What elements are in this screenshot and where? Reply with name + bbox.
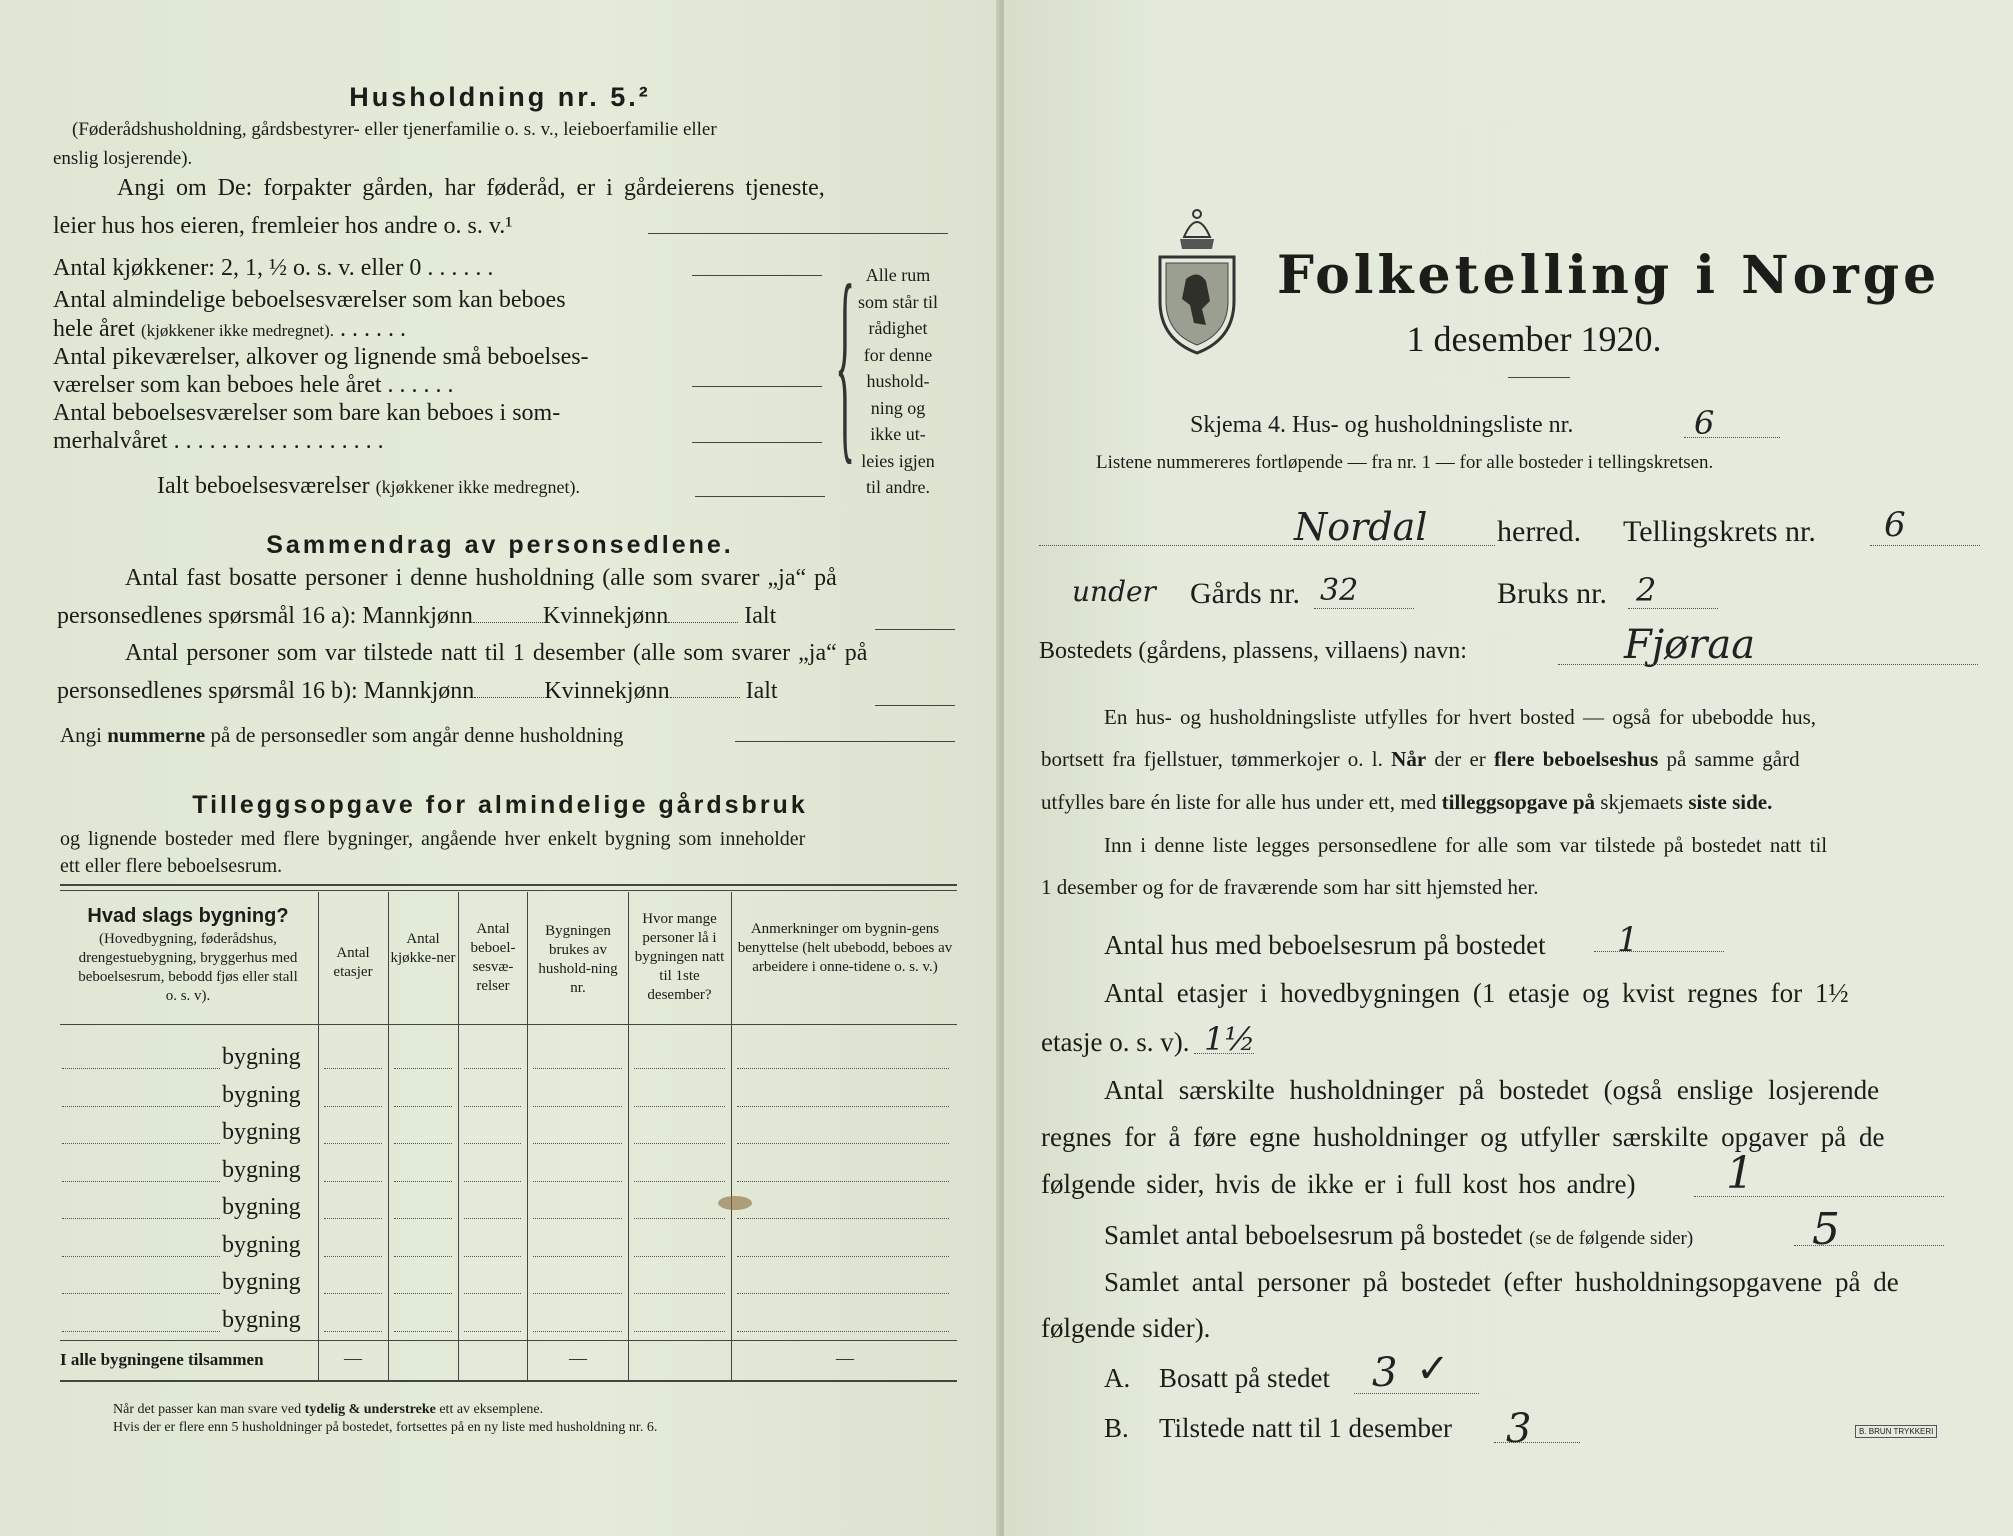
households-line (1694, 1196, 1944, 1197)
bruks-label: Bruks nr. (1497, 577, 1608, 610)
row-cell-line (737, 1181, 949, 1182)
houses-value: 1 (1617, 920, 1639, 960)
row-cell-line (324, 1143, 382, 1144)
supplement-title: Tilleggsopgave for almindelige gårdsbruk (192, 791, 808, 819)
row-building-label: bygning (222, 1156, 301, 1183)
table-row (0, 1040, 1000, 1077)
summary-numbers-line (735, 741, 955, 742)
row-cell-line (634, 1181, 725, 1182)
row-building-label: bygning (222, 1231, 301, 1258)
side-note (848, 262, 948, 501)
household-intro-1: (Føderådshusholdning, gårdsbestyrer- eller tjenerfamilie o. s. v., leieboerfamilie eller (72, 119, 717, 140)
table-top-rule (60, 884, 957, 886)
bruks-value: 2 (1636, 571, 1657, 609)
small-rooms-question-b: værelser som kan beboes hele året . . . . . . (53, 372, 454, 398)
floors-label-b: etasje o. s. v). (1041, 1027, 1190, 1057)
row-cell-line (324, 1218, 382, 1219)
table-header-floors: Antal etasjer (333, 945, 373, 980)
table-header-rule (60, 1024, 957, 1025)
row-building-label: bygning (222, 1306, 301, 1333)
row-name-line (62, 1106, 220, 1107)
row-name-line (62, 1218, 220, 1219)
bosted-value: Fjøraa (1624, 622, 1756, 668)
row-cell-line (737, 1293, 949, 1294)
row-cell-line (634, 1331, 725, 1332)
gards-line (1314, 608, 1414, 609)
small-rooms-question-a: Antal pikeværelser, alkover og lignende små beboelses- (53, 344, 589, 370)
row-cell-line (464, 1293, 521, 1294)
table-row (0, 1190, 1000, 1227)
household-title: Husholdning nr. 5.² (349, 82, 651, 112)
side-note-line: ikke ut- (870, 424, 926, 444)
row-name-line (62, 1181, 220, 1182)
krets-line (1870, 545, 1980, 546)
side-note-line: ning og (870, 397, 926, 418)
row-cell-line (533, 1218, 622, 1219)
kitchens-question: Antal kjøkkener: 2, 1, ½ o. s. v. eller 0 . . . . . . (53, 255, 494, 281)
row-cell-line (394, 1293, 452, 1294)
table-row (0, 1153, 1000, 1190)
schema-number-value: 6 (1694, 404, 1715, 442)
row-cell-line (737, 1331, 949, 1332)
row-cell-line (737, 1218, 949, 1219)
row-name-line (62, 1293, 220, 1294)
total-persons-b: følgende sider). (1041, 1313, 1211, 1343)
total-rooms-line (1794, 1245, 1944, 1246)
row-cell-line (394, 1143, 452, 1144)
occupancy-question-1: Angi om De: forpakter gården, har føderåd, er i gårdeierens tjeneste, (117, 175, 825, 201)
bosted-label: Bostedets (gårdens, plassens, villaens) navn: (1039, 638, 1467, 664)
row-cell-line (533, 1068, 622, 1069)
summary-numbers-question: Angi nummerne på de personsedler som angår denne husholdning (60, 723, 624, 747)
row-building-label: bygning (222, 1119, 301, 1145)
row-name-line (62, 1068, 220, 1069)
row-building-label: bygning (222, 1081, 301, 1108)
row-cell-line (324, 1256, 382, 1257)
row-cell-line (737, 1106, 949, 1107)
norway-coat-of-arms-icon (1154, 205, 1240, 357)
occupancy-question-2: leier hus hos eieren, fremleier hos andre o. s. v.¹ (53, 213, 513, 239)
present-label: Tilstede natt til 1 desember (1159, 1413, 1452, 1443)
summary-resident-a: Antal fast bosatte personer i denne husholdning (alle som svarer „ja“ på (125, 565, 837, 591)
row-cell-line (464, 1331, 521, 1332)
left-page (0, 0, 1000, 1536)
total-floors-dash: — (344, 1348, 362, 1368)
total-remarks-dash: — (836, 1348, 854, 1368)
side-note-line: som står til (858, 291, 938, 312)
row-cell-line (324, 1106, 382, 1107)
row-cell-line (533, 1293, 622, 1294)
row-name-line (62, 1143, 220, 1144)
row-cell-line (464, 1106, 521, 1107)
resident-label: Bosatt på stedet (1159, 1363, 1330, 1393)
summary-resident-b: personsedlenes spørsmål 16 a): Mannkjønn Kvinnekjønn Ialt (57, 603, 777, 629)
row-cell-line (634, 1293, 725, 1294)
census-title: Folketelling i Norge (1277, 245, 1941, 306)
supplement-intro-2: ett eller flere beboelsesrum. (60, 855, 283, 877)
resident-line (1354, 1393, 1479, 1394)
present-line (1494, 1442, 1580, 1443)
summer-rooms-question-b: merhalvåret . . . . . . . . . . . . . . . . . . (53, 428, 384, 454)
row-cell-line (533, 1331, 622, 1332)
total-persons-a: Samlet antal personer på bostedet (efter husholdningsopgavene på de (1104, 1267, 1899, 1297)
gards-label: Gårds nr. (1190, 577, 1300, 610)
table-row (0, 1303, 1000, 1340)
total-rooms-answer-line (695, 496, 825, 497)
summary-present-total-line (875, 705, 955, 706)
herred-value: Nordal (1294, 505, 1428, 549)
title-rule (1508, 377, 1570, 378)
row-building-label: bygning (222, 1194, 301, 1220)
row-cell-line (634, 1256, 725, 1257)
herred-label: herred. (1497, 515, 1582, 548)
row-cell-line (324, 1331, 382, 1332)
total-rooms-value: 5 (1812, 1204, 1840, 1255)
table-row (0, 1115, 1000, 1152)
herred-line (1039, 545, 1495, 546)
row-cell-line (533, 1106, 622, 1107)
gards-prefix: under (1072, 575, 1156, 608)
table-row (0, 1228, 1000, 1265)
households-label-a: Antal særskilte husholdninger på bostedet (også enslige losjerende (1104, 1075, 1880, 1105)
total-household-dash: — (569, 1348, 587, 1368)
row-cell-line (324, 1293, 382, 1294)
row-cell-line (634, 1218, 725, 1219)
census-date: 1 desember 1920. (1406, 319, 1662, 359)
instruction-2a: Inn i denne liste legges personsedlene for alle som var tilstede på bostedet natt til (1104, 833, 1828, 857)
row-cell-line (394, 1218, 452, 1219)
instruction-1b: bortsett fra fjellstuer, tømmerkojer o. l. Når der er flere beboelseshus på samme gård (1041, 747, 1800, 771)
krets-value: 6 (1884, 505, 1906, 545)
side-note-line: hushold- (866, 371, 930, 391)
table-header-remarks: Anmerkninger om bygnin-gens benyttelse (helt ubebodd, beboes av arbeidere i onne-tidene o. s. v.) (737, 921, 953, 975)
table-total-label: I alle bygningene tilsammen (60, 1350, 264, 1369)
resident-value: 3 (1372, 1350, 1398, 1396)
row-cell-line (737, 1143, 949, 1144)
present-value: 3 (1506, 1406, 1532, 1452)
row-cell-line (634, 1106, 725, 1107)
row-cell-line (634, 1068, 725, 1069)
present-label-letter: B. (1104, 1413, 1129, 1443)
row-building-label: bygning (222, 1044, 301, 1070)
houses-label: Antal hus med beboelsesrum på bostedet (1104, 930, 1546, 960)
floors-line (1194, 1053, 1254, 1054)
schema-number-line (1684, 437, 1780, 438)
resident-label-letter: A. (1104, 1363, 1131, 1393)
summary-title: Sammendrag av personsedlene. (266, 531, 734, 559)
check-mark-icon: ✓ (1416, 1346, 1450, 1391)
rooms-question-a: Antal almindelige beboelsesværelser som kan beboes (53, 287, 566, 313)
row-cell-line (464, 1256, 521, 1257)
row-cell-line (464, 1068, 521, 1069)
houses-line (1594, 951, 1724, 952)
numbering-note: Listene nummereres fortløpende — fra nr. 1 — for alle bosteder i tellingskretsen. (1096, 452, 1714, 473)
bosted-line (1558, 664, 1978, 665)
row-cell-line (394, 1256, 452, 1257)
footnote-2: Hvis der er flere enn 5 husholdninger på bostedet, fortsettes på en ny liste med husholdning nr. 6. (113, 1420, 658, 1435)
table-bottom-rule (60, 1380, 957, 1382)
row-cell-line (394, 1181, 452, 1182)
supplement-intro-1: og lignende bosteder med flere bygninger, angående hver enkelt bygning som inneholder (60, 828, 806, 850)
floors-label-a: Antal etasjer i hovedbygningen (1 etasje og kvist regnes for 1½ (1104, 978, 1849, 1008)
right-page (1004, 0, 2013, 1536)
brace-icon: { (835, 247, 856, 487)
row-name-line (62, 1331, 220, 1332)
floors-value: 1½ (1204, 1020, 1256, 1058)
side-note-line: til andre. (866, 477, 930, 497)
row-cell-line (464, 1181, 521, 1182)
row-cell-line (533, 1143, 622, 1144)
total-rooms-label: Samlet antal beboelsesrum på bostedet (se de følgende sider) (1104, 1220, 1694, 1250)
table-header-kitchens: Antal kjøkke-ner (390, 931, 456, 966)
household-intro-2: enslig losjerende). (53, 148, 193, 169)
instruction-2b: 1 desember og for de fraværende som har sitt hjemsted her. (1041, 875, 1539, 899)
row-cell-line (533, 1256, 622, 1257)
side-note-line: leies igjen (861, 450, 935, 471)
row-cell-line (324, 1181, 382, 1182)
households-label-b: regnes for å føre egne husholdninger og utfyller særskilte opgaver på de (1041, 1122, 1885, 1152)
summer-rooms-question-a: Antal beboelsesværelser som bare kan beboes i som- (53, 400, 561, 426)
summer-rooms-answer-line (692, 442, 822, 443)
small-rooms-answer-line (692, 386, 822, 387)
table-header-household-no: Bygningen brukes av hushold-ning nr. (538, 923, 618, 996)
total-rooms-label: Ialt beboelsesværelser (kjøkkener ikke medregnet). (157, 473, 581, 499)
gards-value: 32 (1320, 573, 1359, 608)
side-note-line: for denne (863, 344, 933, 365)
footnote-1: Når det passer kan man svare ved tydelig & understreke ett av eksemplene. (113, 1402, 544, 1417)
households-value: 1 (1726, 1148, 1754, 1199)
printer-stamp: B. BRUN TRYKKERI (1855, 1425, 1937, 1438)
row-cell-line (464, 1218, 521, 1219)
summary-present-b: personsedlenes spørsmål 16 b): Mannkjønn Kvinnekjønn Ialt (57, 678, 778, 704)
summary-present-a: Antal personer som var tilstede natt til 1 desember (alle som svarer „ja“ på (125, 640, 868, 666)
row-cell-line (324, 1068, 382, 1069)
side-note-line: Alle rum (865, 265, 931, 285)
bruks-line (1628, 608, 1718, 609)
table-row (0, 1265, 1000, 1302)
row-cell-line (394, 1068, 452, 1069)
schema-label: Skjema 4. Hus- og husholdningsliste nr. (1190, 412, 1574, 438)
ink-stain (718, 1196, 752, 1210)
table-total-rule (60, 1340, 957, 1341)
row-cell-line (737, 1068, 949, 1069)
row-cell-line (533, 1181, 622, 1182)
row-cell-line (394, 1106, 452, 1107)
table-top-rule-2 (60, 890, 957, 891)
row-cell-line (394, 1331, 452, 1332)
krets-label: Tellingskrets nr. (1623, 515, 1816, 548)
households-label-c: følgende sider, hvis de ikke er i full kost hos andre) (1041, 1169, 1636, 1199)
row-building-label: bygning (222, 1269, 301, 1295)
row-cell-line (634, 1143, 725, 1144)
table-header-rooms: Antal beboel-sesvæ-relser (470, 921, 516, 994)
occupancy-answer-line (648, 233, 948, 234)
summary-resident-total-line (875, 629, 955, 630)
table-header-building-type: Hvad slags bygning? (Hovedbygning, føderådshus, drengestuebygning, bryggerhus med beboelsesrum, bebodd fjøs eller stall o. s. v). (78, 905, 298, 1004)
kitchens-answer-line (692, 275, 822, 276)
row-name-line (62, 1256, 220, 1257)
instruction-1a: En hus- og husholdningsliste utfylles for hvert bosted — også for ubebodde hus, (1104, 705, 1816, 729)
rooms-question-b: hele året (kjøkkener ikke medregnet). . . . . . . (53, 316, 406, 342)
instruction-1c: utfylles bare én liste for alle hus under ett, med tilleggsopgave på skjemaets siste side. (1041, 790, 1773, 814)
table-row (0, 1078, 1000, 1115)
row-cell-line (464, 1143, 521, 1144)
side-note-line: rådighet (868, 318, 928, 338)
row-cell-line (737, 1256, 949, 1257)
table-header-persons: Hvor mange personer lå i bygningen natt til 1ste desember? (634, 911, 725, 1003)
